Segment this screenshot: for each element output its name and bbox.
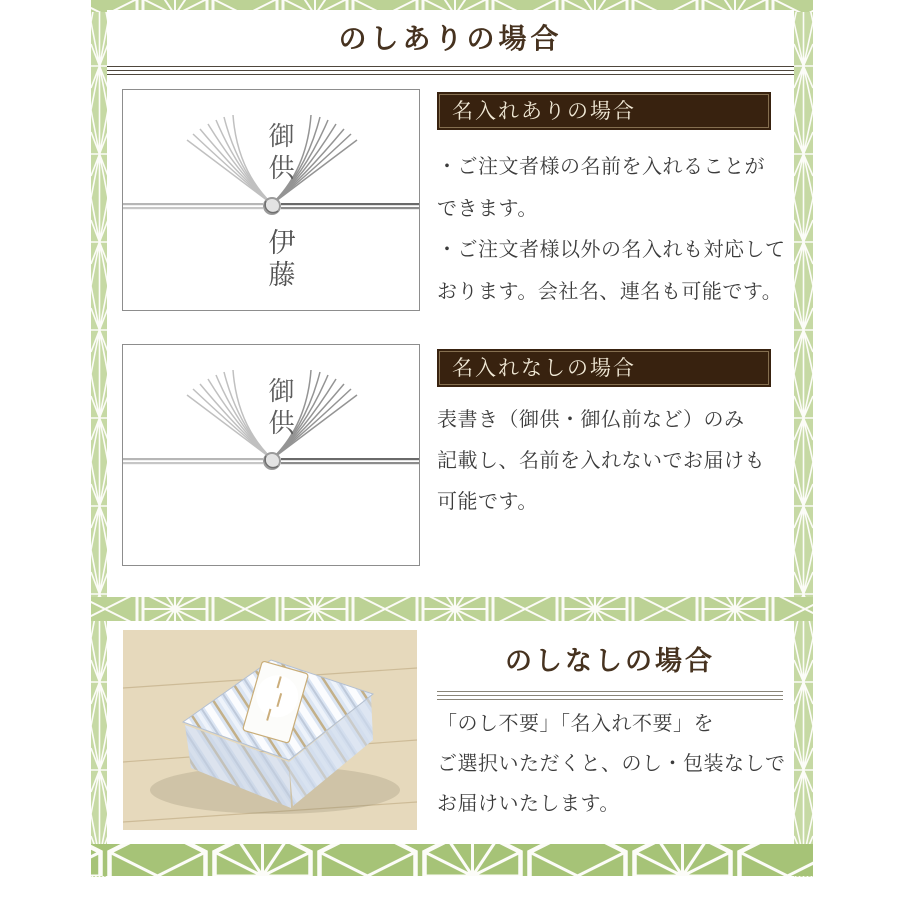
- no-noshi-title: のしなしの場合: [505, 646, 715, 676]
- body-line: ・ご注文者様以外の名入れも対応して: [437, 239, 786, 261]
- section-header-name-included: 名入れありの場合: [437, 92, 771, 130]
- mizuhiki-knot-icon: [264, 453, 280, 469]
- section-header-no-name: 名入れなしの場合: [437, 349, 771, 387]
- mizuhiki-left-fan: [187, 115, 272, 204]
- body-line: 可能です。: [437, 491, 538, 513]
- no-noshi-title-divider: [437, 691, 783, 700]
- section-body-name-included: [437, 147, 789, 313]
- body-line: ご選択いただくと、のし・包装なしで: [437, 753, 786, 775]
- body-line: できます。: [437, 197, 538, 220]
- body-line: 表書き（御供・御仏前など）のみ: [437, 409, 745, 431]
- title-divider: [107, 66, 794, 75]
- noshi-omotegaki-label: 御供: [265, 122, 294, 186]
- noshi-image-with-name: [122, 89, 420, 311]
- noshi-omotegaki-label: 御供: [265, 377, 294, 441]
- section-body-no-name: [437, 400, 789, 523]
- noshi-image-without-name: [122, 344, 420, 566]
- body-line: おります。会社名、連名も可能です。: [437, 280, 783, 303]
- page-title: のしありの場合: [338, 24, 563, 55]
- wrapped-box-photo: [123, 630, 417, 830]
- body-line: ・ご注文者様の名前を入れることが: [437, 156, 765, 178]
- no-noshi-body: [437, 704, 789, 824]
- body-line: 「のし不要」「名入れ不要」を: [437, 713, 714, 735]
- noshi-name-label: 伊藤: [264, 228, 295, 292]
- body-line: 記載し、名前を入れないでお届けも: [437, 450, 765, 472]
- mizuhiki-knot-icon: [264, 198, 280, 214]
- mizuhiki-left-fan: [187, 370, 272, 459]
- body-line: お届けいたします。: [437, 793, 620, 815]
